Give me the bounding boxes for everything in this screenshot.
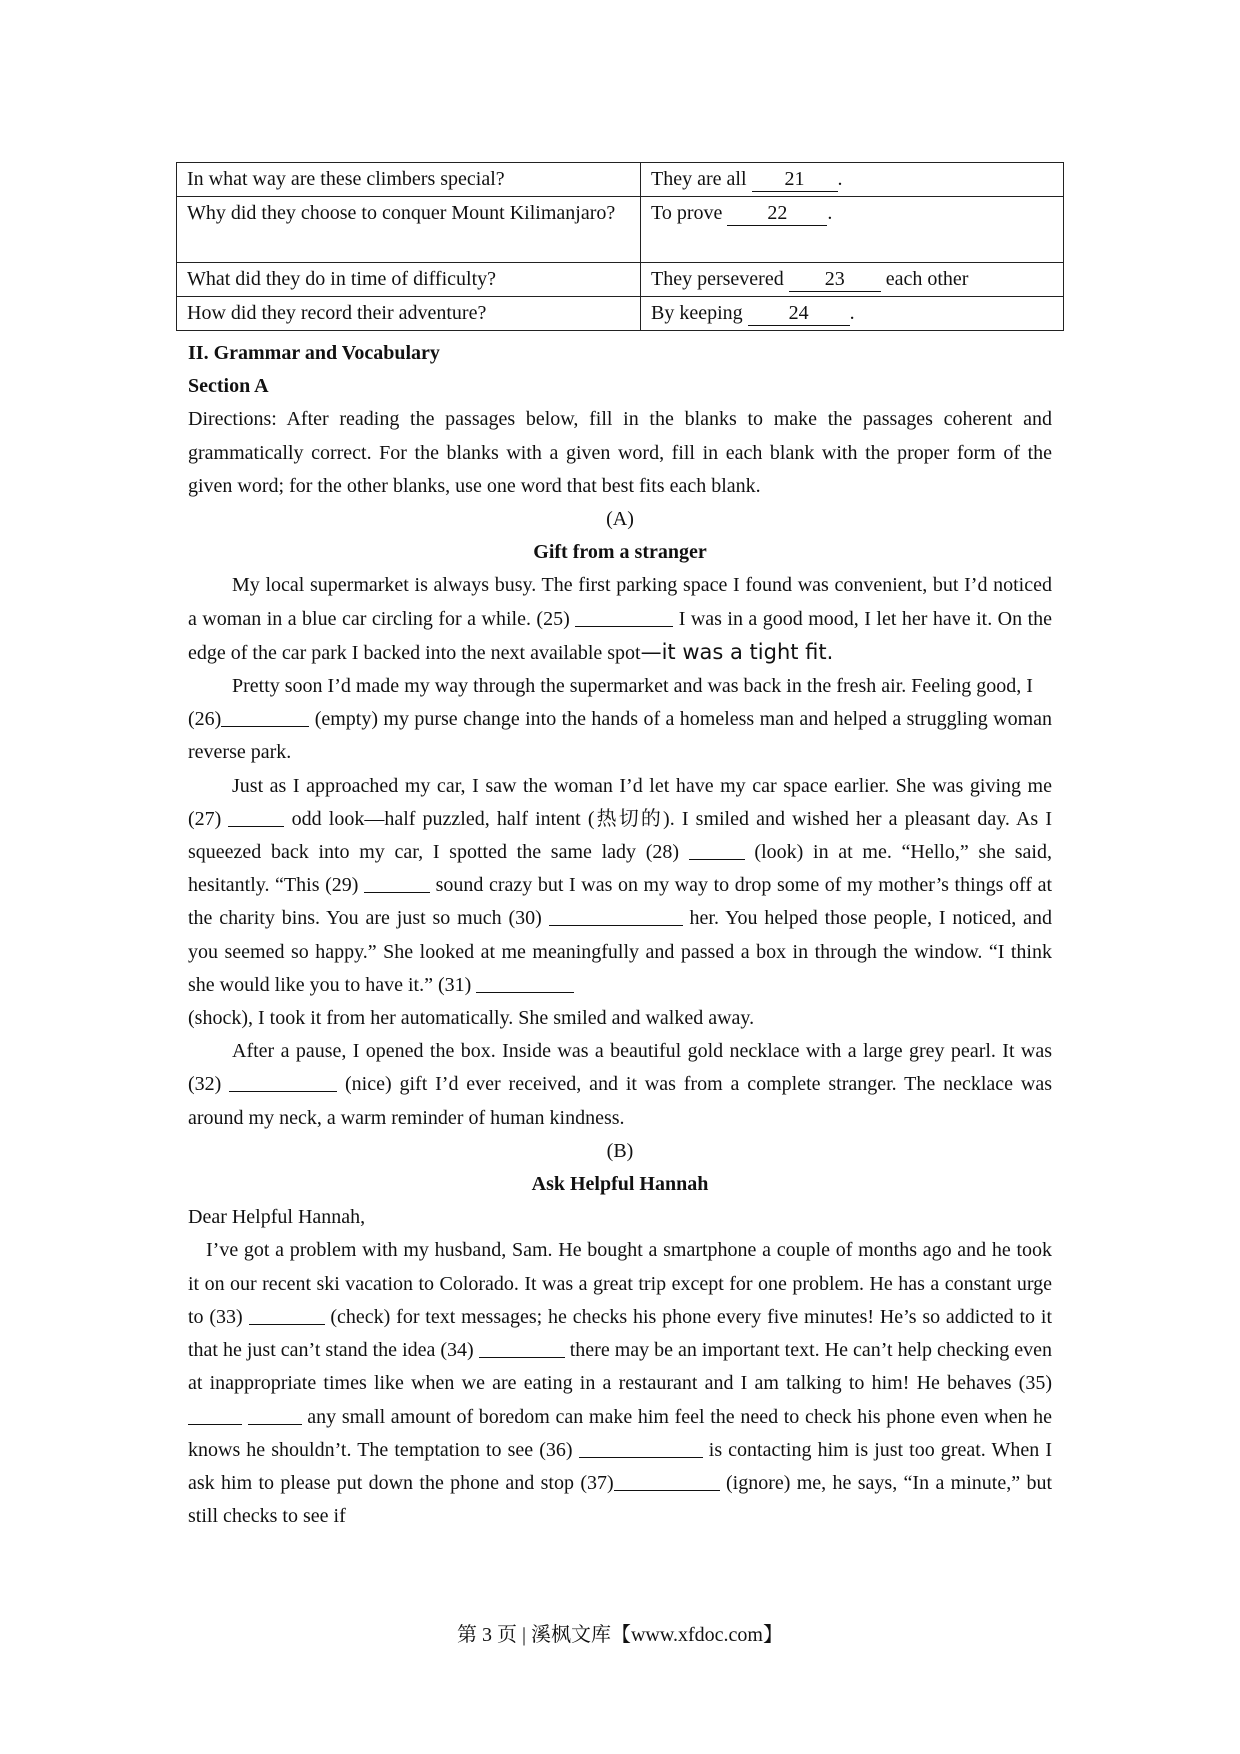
answer-blank[interactable]: 22 [727,201,827,226]
answer-cell: To prove 22 . [641,197,1064,263]
question-answer-table [176,162,1064,331]
answer-cell: By keeping 24 . [641,297,1064,331]
answer-cell: They are all 21 . [641,163,1064,197]
passage-a-paragraph: (shock), I took it from her automatically. She smiled and walked away. [188,1007,755,1030]
table-row [177,163,1064,197]
passage-a-paragraph: After a pause, I opened the box. Inside was a beautiful gold necklace with a large grey pearl. It was (32) (nice) gift I’d ever received, and it was from a complete stranger. The necklace was around my neck, a warm reminder of human kindness. [188,1040,1052,1129]
blank-25[interactable] [575,606,673,627]
passage-a-paragraph: My local supermarket is always busy. The first parking space I found was convenient, but I’d noticed a woman in a blue car circling for a while. (25) I was in a good mood, I let her have it. On the edge of the car park I backed into the next available spot—it was a tight fit. [188,574,1053,664]
table-row [177,297,1064,331]
directions-text: Directions: After reading the passages below, fill in the blanks to make the passages coherent and grammatically correct. For the blanks with a given word, fill in each blank with the proper form of the given word; for the other blanks, use one word that best fits each blank. [188,408,1052,497]
blank-36[interactable] [579,1437,703,1458]
question-cell: In what way are these climbers special? [177,163,641,197]
answer-blank[interactable]: 24 [748,301,850,326]
blank-35a[interactable] [188,1404,242,1425]
answer-blank[interactable]: 21 [752,167,838,192]
section-heading: II. Grammar and Vocabulary [188,342,440,364]
passage-a-label: (A) [606,508,634,531]
question-cell: What did they do in time of difficulty? [177,263,641,297]
passage-b-title: Ask Helpful Hannah [531,1173,709,1196]
blank-37[interactable] [614,1470,720,1491]
blank-26[interactable] [221,706,309,727]
passage-a-paragraph: (26) (empty) my purse change into the hands of a homeless man and helped a struggling woman reverse park. [188,708,1052,764]
passage-b-label: (B) [606,1139,634,1162]
letter-salutation: Dear Helpful Hannah, [188,1206,366,1229]
blank-34[interactable] [479,1337,565,1358]
blank-27[interactable] [228,806,284,827]
answer-blank[interactable]: 23 [789,267,881,292]
blank-35b[interactable] [248,1404,302,1425]
page-footer: 第 3 页 | 溪枫文库【www.xfdoc.com】 [456,1624,783,1646]
passage-a-paragraph: Pretty soon I’d made my way through the supermarket and was back in the fresh air. Feeling good, I [232,675,1033,698]
blank-31[interactable] [476,972,574,993]
blank-28[interactable] [689,839,745,860]
blank-33[interactable] [249,1304,325,1325]
passage-a-paragraph: Just as I approached my car, I saw the woman I’d let have my car space earlier. She was giving me (27) odd look—half puzzled, half intent (热切的). I smiled and wished her a pleasant day. As I squeezed back into my car, I spotted the same lady (28) (look) in at me. “Hello,” she said, hesitantly. “This (29) sound crazy but I was on my way to drop some of my mother’s things off at the charity bins. You are just so much (30) her. You helped those people, I noticed, and you seemed so happy.” She looked at me meaningfully and passed a box in through the window. “I think she would like you to have it.” (31) [188,774,1052,996]
passage-b-paragraph: I’ve got a problem with my husband, Sam. He bought a smartphone a couple of months ago and he took it on our recent ski vacation to Colorado. It was a great trip except for one problem. He has a constant urge to (33) (check) for text messages; he checks his phone every five minutes! He’s so addicted to it that he just can’t stand the idea (34) there may be an important text. He can’t help checking even at inappropriate times like when we are eating in a restaurant and I am talking to him! He behaves (35) any small amount of boredom can make him feel the need to check his phone even when he knows he shouldn’t. The temptation to see (36) is contacting him is just too great. When I ask him to please put down the phone and stop (37) (ignore) me, he says, “In a minute,” but still checks to see if [188,1239,1053,1528]
blank-32[interactable] [229,1071,337,1092]
passage-a-title: Gift from a stranger [533,541,707,564]
question-cell: How did they record their adventure? [177,297,641,331]
section-subheading: Section A [188,375,269,398]
blank-29[interactable] [364,872,430,893]
table-row [177,263,1064,297]
answer-cell: They persevered 23 each other [641,263,1064,297]
document-body [188,337,1052,1533]
question-cell: Why did they choose to conquer Mount Kilimanjaro? [177,197,641,263]
table-row [177,197,1064,263]
blank-30[interactable] [549,905,683,926]
